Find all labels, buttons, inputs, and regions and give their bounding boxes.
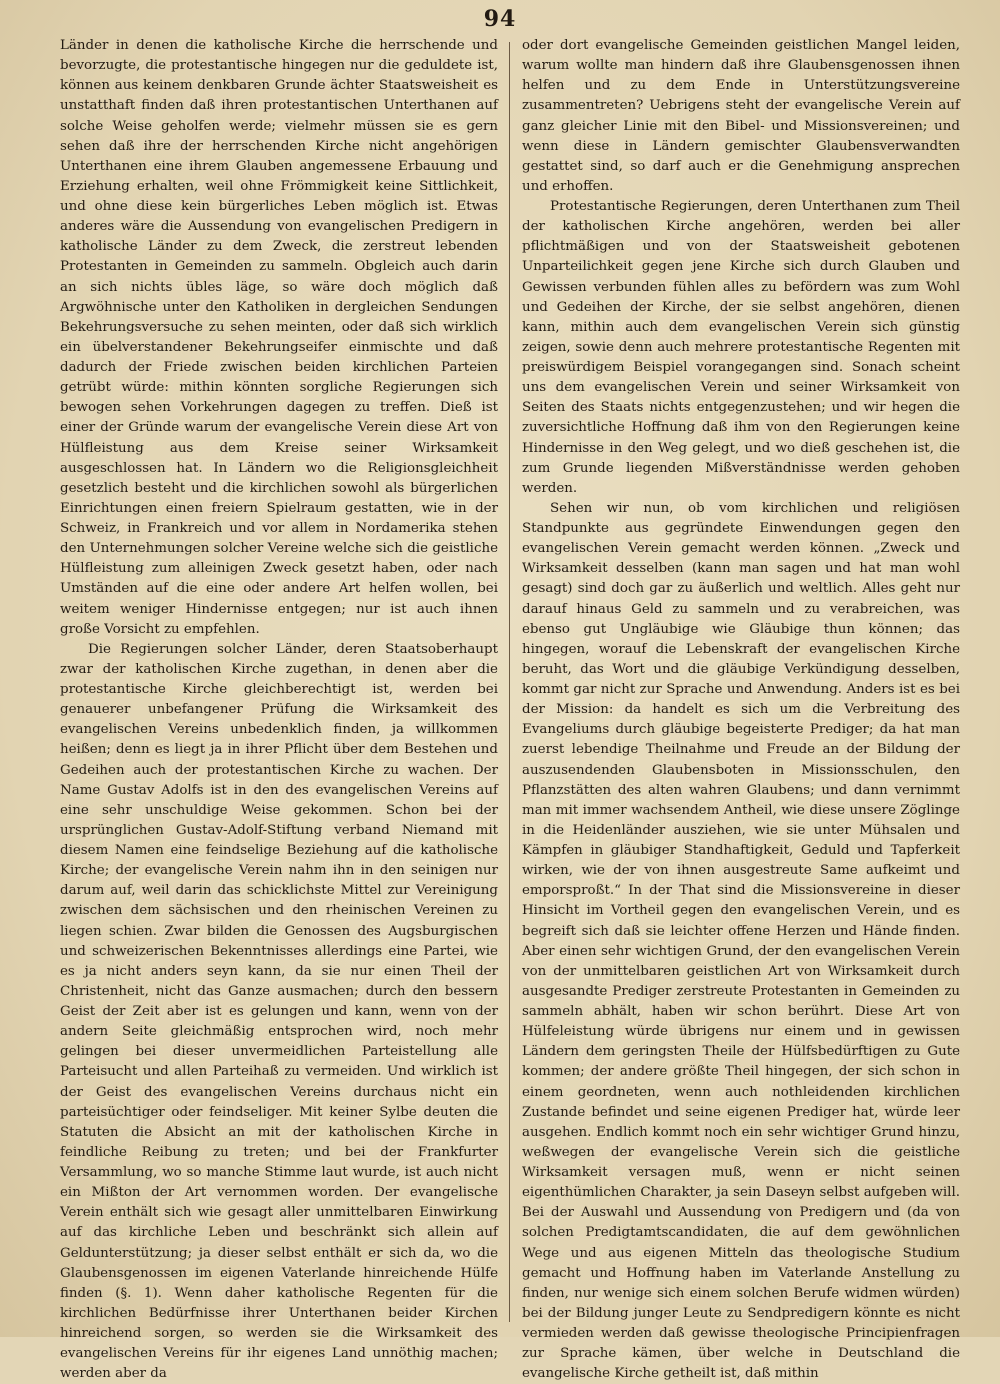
left-column	[60, 36, 498, 1382]
right-column	[522, 36, 960, 1382]
paragraph: Sehen wir nun, ob vom kirchlichen und religiösen Standpunkte aus gegründete Einwendungen gegen den evangelischen Verein gemacht werden können. „Zweck und Wirksamkeit desselben (kann man sagen und hat man wohl gesagt) sind doch gar zu äußerlich und weltlich. Alles geht nur darauf hinaus Geld zu sammeln und zu verabreichen, was ebenso gut Ungläubige wie Gläubige thun können; das hingegen, worauf die Lebenskraft der evangelischen Kirche beruht, das Wort und die gläubige Verkündigung desselben, kommt gar nicht zur Sprache und Anwendung. Anders ist es bei der Mission: da handelt es sich um die Verbreitung des Evangeliums durch gläubige begeisterte Prediger; da hat man zuerst lebendige Theilnahme und Freude an der Bildung der auszusendenden Glaubensboten in Missionsschulen, den Pflanzstätten des alten wahren Glaubens; und dann vernimmt man mit immer wachsendem Antheil, wie diese unsere Zöglinge in die Heidenländer ausziehen, wie sie unter Mühsalen und Kämpfen in gläubiger Standhaftigkeit, Geduld und Tapferkeit wirken, wie der von ihnen ausgestreute Same aufkeimt und emporsproßt.“ In der That sind die Missionsvereine in dieser Hinsicht im Vortheil gegen den evangelischen Verein, und es begreift sich daß sie leichter offene Herzen und Hände finden. Aber einen sehr wichtigen Grund, der den evangelischen Verein von der unmittelbaren geistlichen Art von Wirksamkeit durch ausgesandte Prediger zerstreute Protestanten in Gemeinden zu sammeln abhält, haben wir schon berührt. Diese Art von Hülfeleistung würde übrigens nur einem und in gewissen Ländern dem geringsten Theile der Hülfsbedürftigen zu Gute kommen; der andere größte Theil hingegen, der sich schon in einem geordneten, wenn auch nothleidenden kirchlichen Zustande befindet und seine eigenen Prediger hat, würde leer ausgehen. Endlich kommt noch ein sehr wichtiger Grund hinzu, weßwegen der evangelische Verein sich die geistliche Wirksamkeit versagen muß, wenn er nicht seinen eigenthümlichen Charakter, ja sein Daseyn selbst aufgeben will. Bei der Auswahl und Aussendung von Predigern und (da von solchen Predigtamtscandidaten, die auf dem gewöhnlichen Wege und aus eigenen Mitteln das theologische Studium gemacht und Hoffnung haben im Vaterlande Anstellung zu finden, nur wenige sich einem solchen Berufe widmen würden) bei der Bildung junger Leute zu Sendpredigern könnte es nicht vermieden werden daß gewisse theologische Principienfragen zur Sprache kämen, über welche in Deutschland die evangelische Kirche getheilt ist, daß mithin	[522, 500, 960, 1382]
paragraph: Länder in denen die katholische Kirche die herrschende und bevorzugte, die protestantische hingegen nur die geduldete ist, können aus keinem denkbaren Grunde ächter Staatsweisheit es unstatthaft finden daß ihren protestantischen Unterthanen auf solche Weise geholfen werde; vielmehr müssen sie es gern sehen daß ihre der herrschenden Kirche nicht angehörigen Unterthanen eine ihrem Glauben angemessene Erbauung und Erziehung erhalten, weil ohne Frömmigkeit keine Sittlichkeit, und ohne diese kein bürgerliches Leben möglich ist. Etwas anderes wäre die Aussendung von evangelischen Predigern in katholische Länder zu dem Zweck, die zerstreut lebenden Protestanten in Gemeinden zu sammeln. Obgleich auch darin an sich nichts übles läge, so wäre doch möglich daß Argwöhnische unter den Katholiken in dergleichen Sendungen Bekehrungsversuche zu sehen meinten, oder daß sich wirklich ein übelverstandener Bekehrungseifer einmischte und daß dadurch der Friede zwischen beiden kirchlichen Parteien getrübt würde: mithin könnten sorgliche Regierungen sich bewogen sehen Vorkehrungen dagegen zu treffen. Dieß ist einer der Gründe warum der evangelische Verein diese Art von Hülfleistung aus dem Kreise seiner Wirksamkeit ausgeschlossen hat. In Ländern wo die Religionsgleichheit gesetzlich besteht und die kirchlichen sowohl als bürgerlichen Einrichtungen einen freiern Spielraum gestatten, wie in der Schweiz, in Frankreich und vor allem in Nordamerika stehen den Unternehmungen solcher Vereine welche sich die geistliche Hülfleistung zum alleinigen Zweck gesetzt haben, oder nach Umständen auf die eine oder andere Art helfen wollen, bei weitem weniger Hindernisse entgegen; nur ist auch ihnen große Vorsicht zu empfehlen.	[60, 38, 498, 637]
column-divider	[509, 42, 510, 1322]
page-number: 94	[483, 6, 517, 32]
paragraph: Die Regierungen solcher Länder, deren Staatsoberhaupt zwar der katholischen Kirche zugethan, in denen aber die protestantische Kirche gleichberechtigt ist, werden bei genauerer unbefangener Prüfung die Wirksamkeit des evangelischen Vereins unbedenklich finden, ja willkommen heißen; denn es liegt ja in ihrer Pflicht über dem Bestehen und Gedeihen auch der protestantischen Kirche zu wachen. Der Name Gustav Adolfs ist in den des evangelischen Vereins auf eine sehr unschuldige Weise gekommen. Schon bei der ursprünglichen Gustav-Adolf-Stiftung verband Niemand mit diesem Namen eine feindselige Beziehung auf die katholische Kirche; der evangelische Verein nahm ihn in den seinigen nur darum auf, weil darin das schicklichste Mittel zur Vereinigung zwischen dem sächsischen und den rheinischen Vereinen zu liegen schien. Zwar bilden die Genossen des Augsburgischen und schweizerischen Bekenntnisses allerdings eine Partei, wie es ja nicht anders seyn kann, da sie nur einen Theil der Christenheit, nicht das Ganze ausmachen; durch den bessern Geist der Zeit aber ist es gelungen und kann, wenn von der andern Seite gleichmäßig entsprochen wird, noch mehr gelingen bei dieser unvermeidlichen Parteistellung alle Parteisucht und allen Parteihaß zu vermeiden. Und wirklich ist der Geist des evangelischen Vereins durchaus nicht ein parteisüchtiger oder feindseliger. Mit keiner Sylbe deuten die Statuten die Absicht an mit der katholischen Kirche in feindliche Reibung zu treten; und bei der Frankfurter Versammlung, wo so manche Stimme laut wurde, ist auch nicht ein Mißton der Art vernommen worden. Der evangelische Verein enthält sich wie gesagt aller unmittelbaren Einwirkung auf das kirchliche Leben und beschränkt sich allein auf Geldunterstützung; ja dieser selbst enthält er sich da, wo die Glaubensgenossen im eigenen Vaterlande hinreichende Hülfe finden (§. 1). Wenn daher katholische Regenten für die kirchlichen Bedürfnisse ihrer Unterthanen beider Kirchen hinreichend sorgen, so werden sie die Wirksamkeit des evangelischen Vereins für ihr eigenes Land unnöthig machen; werden aber da	[60, 641, 498, 1382]
paragraph: oder dort evangelische Gemeinden geistlichen Mangel leiden, warum wollte man hindern daß ihre Glaubensgenossen ihnen helfen und zu dem Ende in Unterstützungsvereine zusammentreten? Uebrigens steht der evangelische Verein auf ganz gleicher Linie mit den Bibel- und Missionsvereinen; und wenn diese in Ländern gemischter Glaubensverwandten gestattet sind, so darf auch er die Genehmigung ansprechen und erhoffen.	[522, 38, 960, 194]
paragraph: Protestantische Regierungen, deren Unterthanen zum Theil der katholischen Kirche angehören, werden bei aller pflichtmäßigen und von der Staatsweisheit gebotenen Unparteilichkeit gegen jene Kirche sich durch Glauben und Gewissen verbunden fühlen alles zu befördern was zum Wohl und Gedeihen der Kirche, der sie selbst angehören, dienen kann, mithin auch dem evangelischen Verein sich günstig zeigen, sowie denn auch mehrere protestantische Regenten mit preiswürdigem Beispiel vorangegangen sind. Sonach scheint uns dem evangelischen Verein und seiner Wirksamkeit von Seiten des Staats nichts entgegenzustehen; und wir hegen die zuversichtliche Hoffnung daß ihm von den Regierungen keine Hindernisse in den Weg gelegt, und wo dieß geschehen ist, die zum Grunde liegenden Mißverständnisse werden gehoben werden.	[522, 199, 960, 496]
